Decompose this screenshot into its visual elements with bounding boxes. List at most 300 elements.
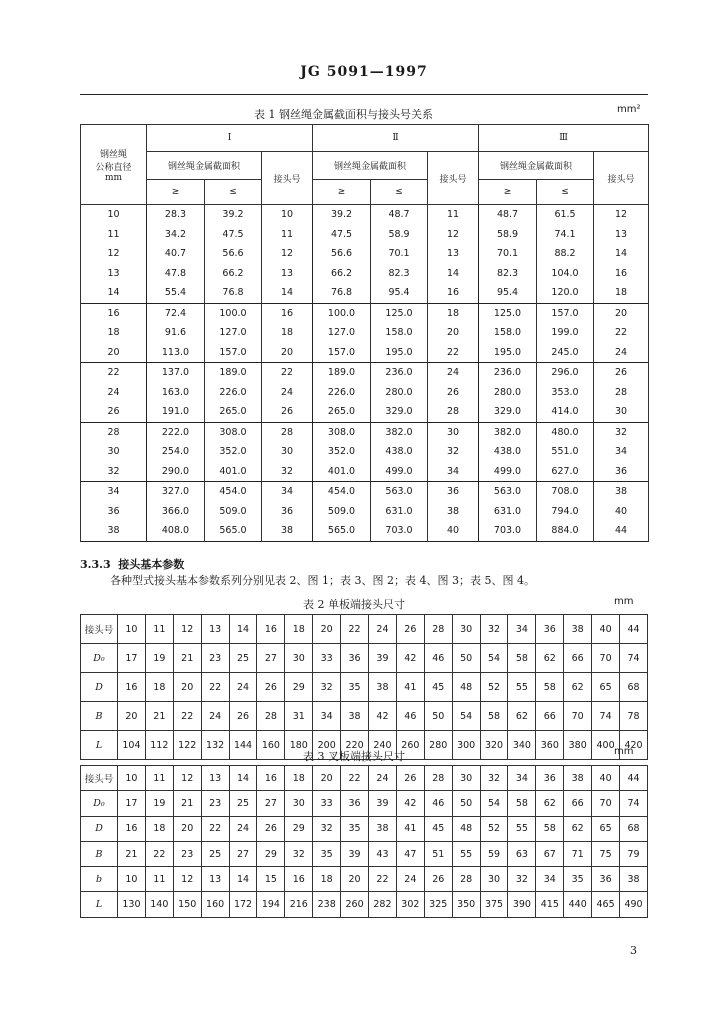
table2-cell: 14 xyxy=(229,615,257,644)
table2-cell: 28 xyxy=(257,702,285,731)
table3-cell: 26 xyxy=(396,766,424,791)
table3-cell: 50 xyxy=(452,791,480,816)
table3-cell: 36 xyxy=(592,867,620,892)
table3-cell: 27 xyxy=(257,791,285,816)
table1-cell: 16 xyxy=(428,283,479,303)
table1-cell: 401.0 xyxy=(313,462,371,482)
table3-cell: 35 xyxy=(564,867,592,892)
table3-cell: 58 xyxy=(536,816,564,841)
table2-row xyxy=(81,615,648,644)
table1-cell: 58.9 xyxy=(371,225,428,245)
table3-cell: 43 xyxy=(369,841,397,866)
table3-cell: 24 xyxy=(229,816,257,841)
table3-cell: 194 xyxy=(257,892,285,917)
table3-cell: 36 xyxy=(341,791,369,816)
table2-cell: 58 xyxy=(480,702,508,731)
table3-cell: 52 xyxy=(480,816,508,841)
table1-cell: 127.0 xyxy=(205,323,262,343)
table2-cell: 36 xyxy=(536,615,564,644)
table1-cell: 38 xyxy=(262,521,313,541)
table3-cell: 32 xyxy=(313,816,341,841)
table1-cell: 236.0 xyxy=(479,363,537,383)
table1-cell: 125.0 xyxy=(371,303,428,323)
table2-cell: 35 xyxy=(341,673,369,702)
min-header: ≥ xyxy=(479,180,537,205)
table2-cell: 68 xyxy=(620,673,648,702)
table1-cell: 226.0 xyxy=(205,383,262,403)
table2-cell: 38 xyxy=(341,702,369,731)
table2-cell: 380 xyxy=(564,731,592,760)
table3-cell: 38 xyxy=(564,766,592,791)
table3-cell: 16 xyxy=(118,816,146,841)
max-header: ≤ xyxy=(205,180,262,205)
table2-cell: 25 xyxy=(229,644,257,673)
table2-cell: 32 xyxy=(313,673,341,702)
table1-cell: 125.0 xyxy=(479,303,537,323)
table3-cell: 14 xyxy=(229,867,257,892)
table2-cell: 22 xyxy=(341,615,369,644)
table3-cell: 12 xyxy=(173,766,201,791)
table1-cell: 28 xyxy=(81,422,147,442)
table3-cell: 325 xyxy=(424,892,452,917)
table1-cell: 32 xyxy=(262,462,313,482)
table2-cell: B xyxy=(81,702,118,731)
table1-row xyxy=(81,244,649,264)
table3-cell: 79 xyxy=(620,841,648,866)
table3-cell: 21 xyxy=(173,791,201,816)
table2-cell: 21 xyxy=(145,702,173,731)
table1-cell: 10 xyxy=(262,205,313,225)
table1-cell: 82.3 xyxy=(371,264,428,284)
table3-cell: 75 xyxy=(592,841,620,866)
table1-cell: 39.2 xyxy=(205,205,262,225)
table1-cell: 40.7 xyxy=(147,244,205,264)
table3-cell: 238 xyxy=(313,892,341,917)
table3-cell: 32 xyxy=(508,867,536,892)
page-number: 3 xyxy=(630,944,637,957)
table1-cell: 30 xyxy=(81,442,147,462)
header-rule xyxy=(80,94,648,95)
table1-cell: 100.0 xyxy=(205,303,262,323)
table1-row xyxy=(81,343,649,363)
table2-cell: 24 xyxy=(229,673,257,702)
table3-cell: 23 xyxy=(201,791,229,816)
table2-cell: 40 xyxy=(592,615,620,644)
table3-row xyxy=(81,766,648,791)
table1-cell: 55.4 xyxy=(147,283,205,303)
table2-cell: 62 xyxy=(564,673,592,702)
table3-cell: 22 xyxy=(341,766,369,791)
table3-cell: 51 xyxy=(424,841,452,866)
table3-cell: 25 xyxy=(201,841,229,866)
table1-cell: 47.5 xyxy=(313,225,371,245)
table1-cell: 11 xyxy=(81,225,147,245)
table2-cell: 33 xyxy=(313,644,341,673)
table1 xyxy=(80,124,649,542)
table3-cell: D xyxy=(81,816,118,841)
table2-cell: 180 xyxy=(285,731,313,760)
table3-cell: 17 xyxy=(118,791,146,816)
table3-cell: 13 xyxy=(201,766,229,791)
table1-cell: 20 xyxy=(428,323,479,343)
table3-cell: 39 xyxy=(369,791,397,816)
table1-cell: 38 xyxy=(594,482,649,502)
table2-cell: 26 xyxy=(396,615,424,644)
table3-cell: 59 xyxy=(480,841,508,866)
table1-cell: 329.0 xyxy=(371,402,428,422)
table3-cell: 71 xyxy=(564,841,592,866)
section-number: 3.3.3 xyxy=(80,558,111,571)
table3-cell: 15 xyxy=(257,867,285,892)
table3-cell: 490 xyxy=(620,892,648,917)
table2-cell: 50 xyxy=(452,644,480,673)
table3-cell: 18 xyxy=(285,766,313,791)
table1-cell: 28.3 xyxy=(147,205,205,225)
min-header: ≥ xyxy=(313,180,371,205)
table3-cell: 34 xyxy=(536,867,564,892)
table2-cell: 接头号 xyxy=(81,615,118,644)
table2-cell: 200 xyxy=(313,731,341,760)
table1-cell: 76.8 xyxy=(313,283,371,303)
table1-cell: 703.0 xyxy=(479,521,537,541)
table3-cell: 260 xyxy=(341,892,369,917)
table1-cell: 296.0 xyxy=(537,363,594,383)
table2-cell: 24 xyxy=(369,615,397,644)
joint-header: 接头号 xyxy=(594,152,649,205)
table3-cell: 350 xyxy=(452,892,480,917)
table3-cell: 140 xyxy=(145,892,173,917)
table1-row xyxy=(81,283,649,303)
table1-cell: 34 xyxy=(262,482,313,502)
table3-cell: 282 xyxy=(369,892,397,917)
table3-cell: 29 xyxy=(285,816,313,841)
table3-cell: 25 xyxy=(229,791,257,816)
table1-row xyxy=(81,502,649,522)
table1-cell: 509.0 xyxy=(313,502,371,522)
table3-cell: 35 xyxy=(341,816,369,841)
table1-cell: 308.0 xyxy=(205,422,262,442)
table2-cell: 260 xyxy=(396,731,424,760)
table3-cell: 35 xyxy=(313,841,341,866)
table1-cell: 631.0 xyxy=(371,502,428,522)
table2-cell: 26 xyxy=(229,702,257,731)
table1-cell: 438.0 xyxy=(371,442,428,462)
table1-cell: 353.0 xyxy=(537,383,594,403)
table1-cell: 72.4 xyxy=(147,303,205,323)
table3-cell: 20 xyxy=(173,816,201,841)
table3-cell: 302 xyxy=(396,892,424,917)
table1-cell: 26 xyxy=(262,402,313,422)
table3-cell: 45 xyxy=(424,816,452,841)
table1-cell: 30 xyxy=(428,422,479,442)
table3-cell: 32 xyxy=(285,841,313,866)
table1-cell: 36 xyxy=(81,502,147,522)
group-3-header: Ⅲ xyxy=(479,125,649,152)
table1-cell: 16 xyxy=(594,264,649,284)
table3-cell: 16 xyxy=(285,867,313,892)
table1-cell: 794.0 xyxy=(537,502,594,522)
table3-cell: 32 xyxy=(480,766,508,791)
table2-cell: 34 xyxy=(508,615,536,644)
table1-cell: 44 xyxy=(594,521,649,541)
table2-cell: 38 xyxy=(369,673,397,702)
table2-cell: 240 xyxy=(369,731,397,760)
table1-cell: 884.0 xyxy=(537,521,594,541)
table2-caption: 表 2 单板端接头尺寸 xyxy=(303,598,405,611)
table3-cell: 26 xyxy=(424,867,452,892)
table2-row xyxy=(81,673,648,702)
table3-cell: 12 xyxy=(173,867,201,892)
table2-cell: 54 xyxy=(452,702,480,731)
table3-cell: 20 xyxy=(313,766,341,791)
section-title: 接头基本参数 xyxy=(118,558,185,571)
table1-cell: 10 xyxy=(81,205,147,225)
table1-cell: 13 xyxy=(594,225,649,245)
table1-cell: 454.0 xyxy=(313,482,371,502)
table1-cell: 28 xyxy=(428,402,479,422)
table1-cell: 91.6 xyxy=(147,323,205,343)
table1-cell: 24 xyxy=(81,383,147,403)
table2-cell: 44 xyxy=(620,615,648,644)
table1-cell: 66.2 xyxy=(313,264,371,284)
table1-row xyxy=(81,422,649,442)
table2-cell: 11 xyxy=(145,615,173,644)
table1-cell: 70.1 xyxy=(371,244,428,264)
table3-cell: 23 xyxy=(173,841,201,866)
table2-cell: 65 xyxy=(592,673,620,702)
table1-cell: 39.2 xyxy=(313,205,371,225)
table2-cell: 24 xyxy=(201,702,229,731)
table1-cell: 563.0 xyxy=(479,482,537,502)
table1-cell: 454.0 xyxy=(205,482,262,502)
table2-cell: 17 xyxy=(118,644,146,673)
table3-cell: 160 xyxy=(201,892,229,917)
table2-cell: 50 xyxy=(424,702,452,731)
table3-cell: 375 xyxy=(480,892,508,917)
table1-cell: 14 xyxy=(81,283,147,303)
table3-cell: 55 xyxy=(452,841,480,866)
table1-cell: 222.0 xyxy=(147,422,205,442)
table1-cell: 499.0 xyxy=(479,462,537,482)
table2-cell: 20 xyxy=(173,673,201,702)
table1-cell: 22 xyxy=(428,343,479,363)
table1-cell: 382.0 xyxy=(479,422,537,442)
table3-cell: 10 xyxy=(118,867,146,892)
table2-cell: 10 xyxy=(118,615,146,644)
table1-cell: 40 xyxy=(428,521,479,541)
table2-cell: 20 xyxy=(313,615,341,644)
table3-cell: 40 xyxy=(592,766,620,791)
table1-cell: 327.0 xyxy=(147,482,205,502)
table1-cell: 137.0 xyxy=(147,363,205,383)
table1-cell: 280.0 xyxy=(479,383,537,403)
table3-cell: 19 xyxy=(145,791,173,816)
table3-cell: 415 xyxy=(536,892,564,917)
table2-cell: 132 xyxy=(201,731,229,760)
table2-cell: 46 xyxy=(396,702,424,731)
table1-cell: 189.0 xyxy=(205,363,262,383)
table3-cell: 55 xyxy=(508,816,536,841)
table1-cell: 254.0 xyxy=(147,442,205,462)
table2-cell: 55 xyxy=(508,673,536,702)
table1-cell: 12 xyxy=(594,205,649,225)
table1-cell: 40 xyxy=(594,502,649,522)
table2-cell: 360 xyxy=(536,731,564,760)
table1-cell: 95.4 xyxy=(479,283,537,303)
table1-caption: 表 1 钢丝绳金属截面积与接头号关系 xyxy=(254,108,433,121)
table1-cell: 265.0 xyxy=(205,402,262,422)
table1-row xyxy=(81,383,649,403)
table1-cell: 120.0 xyxy=(537,283,594,303)
table1-cell: 34.2 xyxy=(147,225,205,245)
table2-cell: 58 xyxy=(536,673,564,702)
table1-row xyxy=(81,264,649,284)
table2-cell: 27 xyxy=(257,644,285,673)
table1-cell: 13 xyxy=(262,264,313,284)
table1-cell: 47.8 xyxy=(147,264,205,284)
table3-cell: 42 xyxy=(396,791,424,816)
table3-cell: 172 xyxy=(229,892,257,917)
table3-cell: 47 xyxy=(396,841,424,866)
table2-cell: 22 xyxy=(201,673,229,702)
table1-cell: 18 xyxy=(262,323,313,343)
table1-cell: 32 xyxy=(428,442,479,462)
table3-cell: 21 xyxy=(118,841,146,866)
table1-cell: 157.0 xyxy=(537,303,594,323)
table2-cell: 12 xyxy=(173,615,201,644)
table2-cell: 420 xyxy=(620,731,648,760)
table1-cell: 32 xyxy=(594,422,649,442)
joint-header: 接头号 xyxy=(262,152,313,205)
table3-cell: 28 xyxy=(452,867,480,892)
table1-cell: 26 xyxy=(81,402,147,422)
table1-cell: 100.0 xyxy=(313,303,371,323)
table1-row xyxy=(81,521,649,541)
table1-cell: 265.0 xyxy=(313,402,371,422)
max-header: ≤ xyxy=(537,180,594,205)
table3-cell: 440 xyxy=(564,892,592,917)
table3-row xyxy=(81,816,648,841)
table2-cell: 28 xyxy=(424,615,452,644)
table1-cell: 236.0 xyxy=(371,363,428,383)
table1-cell: 352.0 xyxy=(313,442,371,462)
table3-cell: 13 xyxy=(201,867,229,892)
table1-cell: 24 xyxy=(428,363,479,383)
table1-cell: 408.0 xyxy=(147,521,205,541)
table1-cell: 22 xyxy=(81,363,147,383)
table1-cell: 280.0 xyxy=(371,383,428,403)
table3-cell: 30 xyxy=(285,791,313,816)
table1-row xyxy=(81,205,649,225)
table1-body xyxy=(81,205,649,542)
table2-cell: 320 xyxy=(480,731,508,760)
table2-cell: 16 xyxy=(118,673,146,702)
table2-cell: 20 xyxy=(118,702,146,731)
table1-cell: 34 xyxy=(594,442,649,462)
table3-cell: 11 xyxy=(145,867,173,892)
table1-cell: 329.0 xyxy=(479,402,537,422)
table1-cell: 22 xyxy=(262,363,313,383)
table1-cell: 189.0 xyxy=(313,363,371,383)
table3-cell: 28 xyxy=(424,766,452,791)
table3-cell: 39 xyxy=(341,841,369,866)
table2-cell: 220 xyxy=(341,731,369,760)
table1-cell: 352.0 xyxy=(205,442,262,462)
table1-cell: 34 xyxy=(81,482,147,502)
table1-cell: 18 xyxy=(428,303,479,323)
table1-cell: 34 xyxy=(428,462,479,482)
table1-cell: 157.0 xyxy=(205,343,262,363)
table1-cell: 16 xyxy=(262,303,313,323)
table1-cell: 13 xyxy=(81,264,147,284)
table3-row xyxy=(81,791,648,816)
table3-cell: 150 xyxy=(173,892,201,917)
table2-cell: 52 xyxy=(480,673,508,702)
table2-cell: 42 xyxy=(369,702,397,731)
table1-cell: 565.0 xyxy=(205,521,262,541)
table1-cell: 401.0 xyxy=(205,462,262,482)
table1-cell: 382.0 xyxy=(371,422,428,442)
table1-row xyxy=(81,225,649,245)
table3-cell: D₀ xyxy=(81,791,118,816)
table3-cell: 70 xyxy=(592,791,620,816)
table3-cell: 216 xyxy=(285,892,313,917)
table2-cell: L xyxy=(81,731,118,760)
table2-cell: 38 xyxy=(564,615,592,644)
table1-cell: 24 xyxy=(594,343,649,363)
table3-cell: 30 xyxy=(480,867,508,892)
table1-cell: 28 xyxy=(262,422,313,442)
table1-cell: 12 xyxy=(262,244,313,264)
table3-cell: 38 xyxy=(620,867,648,892)
table3-caption: 表 3 叉板端接头尺寸 xyxy=(303,750,405,763)
table3-cell: 18 xyxy=(313,867,341,892)
table2-cell: D₀ xyxy=(81,644,118,673)
area-header: 钢丝绳金属截面积 xyxy=(313,152,428,180)
table1-cell: 36 xyxy=(594,462,649,482)
table1-cell: 88.2 xyxy=(537,244,594,264)
table3-cell: 29 xyxy=(257,841,285,866)
table3-cell: 65 xyxy=(592,816,620,841)
table1-cell: 158.0 xyxy=(371,323,428,343)
table1-cell: 11 xyxy=(262,225,313,245)
table1-row xyxy=(81,442,649,462)
table1-cell: 199.0 xyxy=(537,323,594,343)
table3-cell: 22 xyxy=(369,867,397,892)
table1-cell: 104.0 xyxy=(537,264,594,284)
table1-cell: 127.0 xyxy=(313,323,371,343)
area-header: 钢丝绳金属截面积 xyxy=(147,152,262,180)
table2-cell: 58 xyxy=(508,644,536,673)
table2-cell: 45 xyxy=(424,673,452,702)
table1-cell: 76.8 xyxy=(205,283,262,303)
table3-cell: 20 xyxy=(341,867,369,892)
table1-cell: 290.0 xyxy=(147,462,205,482)
table1-cell: 499.0 xyxy=(371,462,428,482)
table1-cell: 82.3 xyxy=(479,264,537,284)
table1-cell: 308.0 xyxy=(313,422,371,442)
table1-cell: 631.0 xyxy=(479,502,537,522)
table1-cell: 18 xyxy=(81,323,147,343)
table1-cell: 20 xyxy=(81,343,147,363)
table2-cell: 18 xyxy=(145,673,173,702)
table2-cell: 42 xyxy=(396,644,424,673)
table2-cell: 400 xyxy=(592,731,620,760)
table3-cell: 26 xyxy=(257,816,285,841)
table2-cell: 104 xyxy=(118,731,146,760)
table3-cell: 33 xyxy=(313,791,341,816)
table1-cell: 32 xyxy=(81,462,147,482)
